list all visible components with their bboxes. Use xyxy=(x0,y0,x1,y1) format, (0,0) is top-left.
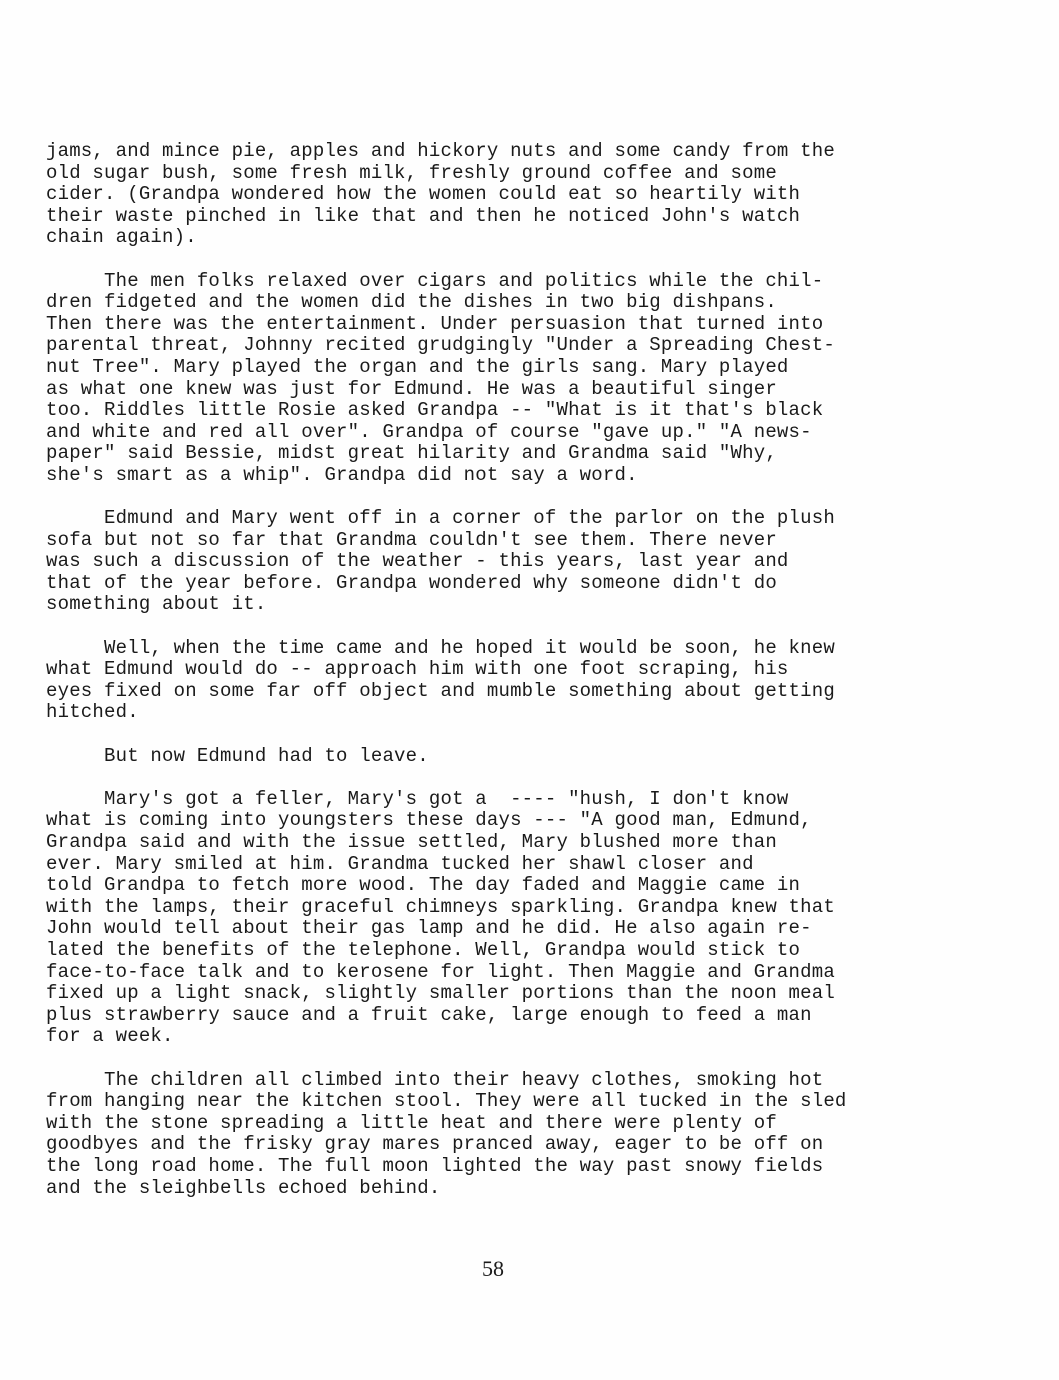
text-line: too. Riddles little Rosie asked Grandpa -- "What is it that's black xyxy=(46,399,824,422)
text-line: goodbyes and the frisky gray mares pranced away, eager to be off on xyxy=(46,1133,824,1156)
text-line: nut Tree". Mary played the organ and the girls sang. Mary played xyxy=(46,355,789,378)
paragraph xyxy=(46,746,1006,768)
text-line: The men folks relaxed over cigars and politics while the chil- xyxy=(46,269,824,292)
text-line: parental threat, Johnny recited grudgingly "Under a Spreading Chest- xyxy=(46,334,835,357)
text-line: old sugar bush, some fresh milk, freshly ground coffee and some xyxy=(46,161,777,184)
text-line: what is coming into youngsters these days --- "A good man, Edmund, xyxy=(46,809,812,832)
text-line: Then there was the entertainment. Under persuasion that turned into xyxy=(46,312,824,335)
text-line: plus strawberry sauce and a fruit cake, large enough to feed a man xyxy=(46,1003,812,1026)
text-line: their waste pinched in like that and then he noticed John's watch xyxy=(46,204,801,227)
text-line: chain again). xyxy=(46,226,197,249)
text-line: cider. (Grandpa wondered how the women could eat so heartily with xyxy=(46,183,801,206)
text-line: Edmund and Mary went off in a corner of the parlor on the plush xyxy=(46,507,835,530)
text-line: and the sleighbells echoed behind. xyxy=(46,1176,441,1199)
text-line: paper" said Bessie, midst great hilarity and Grandma said "Why, xyxy=(46,442,777,465)
text-line: with the lamps, their graceful chimneys sparkling. Grandpa knew that xyxy=(46,895,835,918)
text-line: sofa but not so far that Grandma couldn't see them. There never xyxy=(46,528,777,551)
text-line: for a week. xyxy=(46,1025,174,1048)
text-line: hitched. xyxy=(46,701,139,724)
text-line: that of the year before. Grandpa wondered why someone didn't do xyxy=(46,571,777,594)
paragraph xyxy=(46,1070,1006,1200)
text-line: told Grandpa to fetch more wood. The day faded and Maggie came in xyxy=(46,874,801,897)
paragraph xyxy=(46,638,1006,724)
paragraph xyxy=(46,508,1006,616)
text-line: from hanging near the kitchen stool. They were all tucked in the sled xyxy=(46,1090,847,1113)
text-line: the long road home. The full moon lighted the way past snowy fields xyxy=(46,1154,824,1177)
text-line: dren fidgeted and the women did the dishes in two big dishpans. xyxy=(46,291,777,314)
text-line: eyes fixed on some far off object and mumble something about getting xyxy=(46,679,835,702)
text-line: what Edmund would do -- approach him with one foot scraping, his xyxy=(46,658,789,681)
text-line: lated the benefits of the telephone. Well, Grandpa would stick to xyxy=(46,938,801,961)
paragraph xyxy=(46,271,1006,487)
text-line: Well, when the time came and he hoped it would be soon, he knew xyxy=(46,636,835,659)
text-line: Grandpa said and with the issue settled, Mary blushed more than xyxy=(46,831,777,853)
text-line: Mary's got a feller, Mary's got a ---- "hush, I don't know xyxy=(46,787,789,810)
text-line: with the stone spreading a little heat and there were plenty of xyxy=(46,1111,777,1134)
text-line: ever. Mary smiled at him. Grandma tucked her shawl closer and xyxy=(46,852,754,875)
text-line: The children all climbed into their heavy clothes, smoking hot xyxy=(46,1068,824,1091)
text-line: and white and red all over". Grandpa of course "gave up." "A news- xyxy=(46,420,812,443)
text-line: was such a discussion of the weather - this years, last year and xyxy=(46,550,789,573)
text-line: John would tell about their gas lamp and he did. He also again re- xyxy=(46,917,812,940)
paragraph xyxy=(46,789,1006,1048)
text-line: as what one knew was just for Edmund. He was a beautiful singer xyxy=(46,377,777,400)
text-line: fixed up a light snack, slightly smaller portions than the noon meal xyxy=(46,982,835,1005)
text-line: something about it. xyxy=(46,593,267,616)
body-text xyxy=(46,141,1006,1221)
text-line: face-to-face talk and to kerosene for light. Then Maggie and Grandma xyxy=(46,960,835,983)
text-line: she's smart as a whip". Grandpa did not say a word. xyxy=(46,463,638,486)
text-line: jams, and mince pie, apples and hickory nuts and some candy from the xyxy=(46,140,835,162)
page-number: 58 xyxy=(482,1256,504,1281)
text-line: But now Edmund had to leave. xyxy=(46,744,429,767)
paragraph xyxy=(46,141,1006,249)
